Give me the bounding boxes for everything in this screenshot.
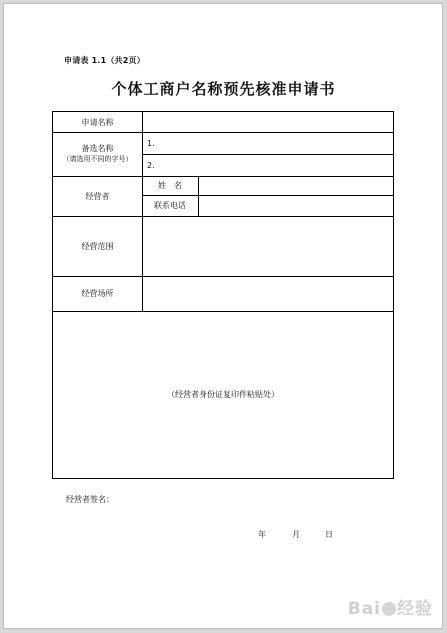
operator-name-field[interactable] <box>198 176 393 195</box>
operator-phone-field[interactable] <box>198 195 393 216</box>
business-scope-field[interactable] <box>142 216 393 276</box>
date-year-label: 年 <box>258 530 266 539</box>
apply-name-label: 申请名称 <box>81 117 114 127</box>
id-copy-note: （经营者身份证复印件粘贴处） <box>167 390 279 399</box>
date-day-label: 日 <box>325 530 333 539</box>
business-location-field[interactable] <box>142 276 393 311</box>
form-title: 个体工商户名称预先核准申请书 <box>111 80 336 98</box>
alt-name-label: 备选名称 <box>81 144 114 153</box>
alt-name-2-field[interactable]: 2. <box>147 160 155 170</box>
date-month-label: 月 <box>292 530 300 539</box>
operator-phone-label: 联系电话 <box>154 201 186 210</box>
signature-label: 经营者签名： <box>66 495 114 504</box>
alt-name-hint: （请选用不同的字号） <box>62 155 133 163</box>
id-copy-paste-area <box>53 311 393 478</box>
baidu-jingyan-watermark: Bai 经验 <box>347 599 433 619</box>
application-form-table <box>52 111 394 479</box>
business-location-label: 经营场所 <box>81 289 114 298</box>
apply-name-field[interactable] <box>142 112 393 132</box>
paw-icon <box>382 602 396 616</box>
operator-name-label: 姓 名 <box>158 181 182 190</box>
alt-name-1-field[interactable]: 1. <box>147 138 155 148</box>
form-number-note: 申请表 1.1（共2页） <box>64 56 145 65</box>
operator-label: 经营者 <box>85 191 110 201</box>
alt-name-label-cell <box>53 132 142 176</box>
business-scope-label: 经营范围 <box>81 241 114 251</box>
